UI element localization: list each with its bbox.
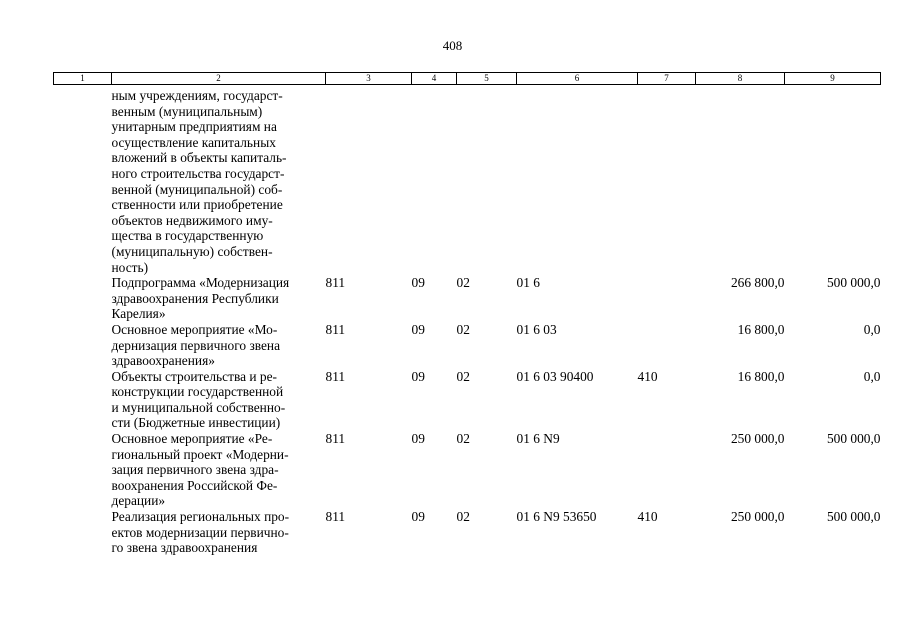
page-number: 408: [442, 38, 463, 53]
row-expense-type: 410: [637, 368, 658, 384]
table-row: [54, 509, 881, 556]
row-sum-2: 0,0: [863, 321, 881, 337]
row-sum-1: 250 000,0: [730, 509, 785, 525]
column-header-6: 6: [517, 73, 638, 85]
row-name: Основное мероприятие «Мо- дернизация первичного звена здравоохранения»: [111, 321, 281, 369]
row-sum-1: 266 800,0: [730, 275, 785, 291]
row-sum-1: 16 800,0: [737, 321, 785, 337]
row-sum-2: 0,0: [863, 368, 881, 384]
row-sum-2: 500 000,0: [826, 275, 881, 291]
row-expense-type: 410: [637, 509, 658, 525]
row-sum-2: 500 000,0: [826, 431, 881, 447]
row-grbs: 811: [325, 321, 346, 337]
row-expense-type: [638, 85, 696, 276]
table-row: [54, 369, 881, 431]
column-header-4: 4: [412, 73, 457, 85]
row-name: Реализация региональных про- ектов модернизации первично- го звена здравоохранения: [111, 509, 290, 556]
table-row: [54, 85, 881, 276]
row-section: 09: [411, 431, 425, 447]
row-name: Основное мероприятие «Ре- гиональный проект «Модерни- зация первичного звена здра- воохранения Российской Фе- дерации»: [111, 431, 289, 509]
row-subsection: 02: [456, 431, 470, 447]
table-row: [54, 431, 881, 509]
row-section: 09: [411, 368, 425, 384]
row-target-article: 01 6 03: [516, 321, 557, 337]
row-expense-type: [638, 275, 696, 322]
budget-table: [53, 72, 881, 556]
row-grbs: 811: [325, 431, 346, 447]
cell-col-1: [54, 85, 112, 276]
row-grbs: 811: [325, 275, 346, 291]
row-target-article: 01 6 N9 53650: [516, 509, 597, 525]
cell-col-1: [54, 275, 112, 322]
row-target-article: 01 6: [516, 275, 540, 291]
row-name: Объекты строительства и ре- конструкции государственной и муниципальной собственно- сти (Бюджетные инвестиции): [111, 368, 286, 431]
row-subsection: [457, 85, 517, 276]
column-header-8: 8: [696, 73, 785, 85]
row-section: 09: [411, 509, 425, 525]
table-row: [54, 322, 881, 369]
column-header-1: 1: [54, 73, 112, 85]
row-name: ным учреждениям, государст- венным (муниципальным) унитарным предприятиям на осуществление капитальных вложений в объекты капиталь- ного строительства государст- венной (муниципальной) соб- ственности или приобретение объектов недвижимого иму- щества в государственную (муниципальную) собствен- ность): [111, 88, 287, 275]
row-subsection: 02: [456, 509, 470, 525]
table-header-row: [54, 73, 881, 85]
cell-col-1: [54, 509, 112, 556]
row-section: [412, 85, 457, 276]
row-sum-1: 16 800,0: [737, 368, 785, 384]
row-name: Подпрограмма «Модернизация здравоохранения Республики Карелия»: [111, 275, 290, 322]
row-sum-2: 500 000,0: [826, 509, 881, 525]
cell-col-1: [54, 322, 112, 369]
row-expense-type: [638, 431, 696, 509]
row-target-article: 01 6 N9: [516, 431, 560, 447]
row-grbs: 811: [325, 509, 346, 525]
row-target-article: 01 6 03 90400: [516, 368, 594, 384]
row-grbs: [326, 85, 412, 276]
column-header-5: 5: [457, 73, 517, 85]
row-sum-1: [696, 85, 785, 276]
row-expense-type: [638, 322, 696, 369]
row-grbs: 811: [325, 368, 346, 384]
row-sum-1: 250 000,0: [730, 431, 785, 447]
row-sum-2: [785, 85, 881, 276]
cell-col-1: [54, 431, 112, 509]
row-subsection: 02: [456, 368, 470, 384]
cell-col-1: [54, 369, 112, 431]
column-header-3: 3: [326, 73, 412, 85]
column-header-7: 7: [638, 73, 696, 85]
row-section: 09: [411, 321, 425, 337]
table-row: [54, 275, 881, 322]
column-header-2: 2: [112, 73, 326, 85]
column-header-9: 9: [785, 73, 881, 85]
row-subsection: 02: [456, 275, 470, 291]
row-target-article: [517, 85, 638, 276]
row-subsection: 02: [456, 321, 470, 337]
row-section: 09: [411, 275, 425, 291]
